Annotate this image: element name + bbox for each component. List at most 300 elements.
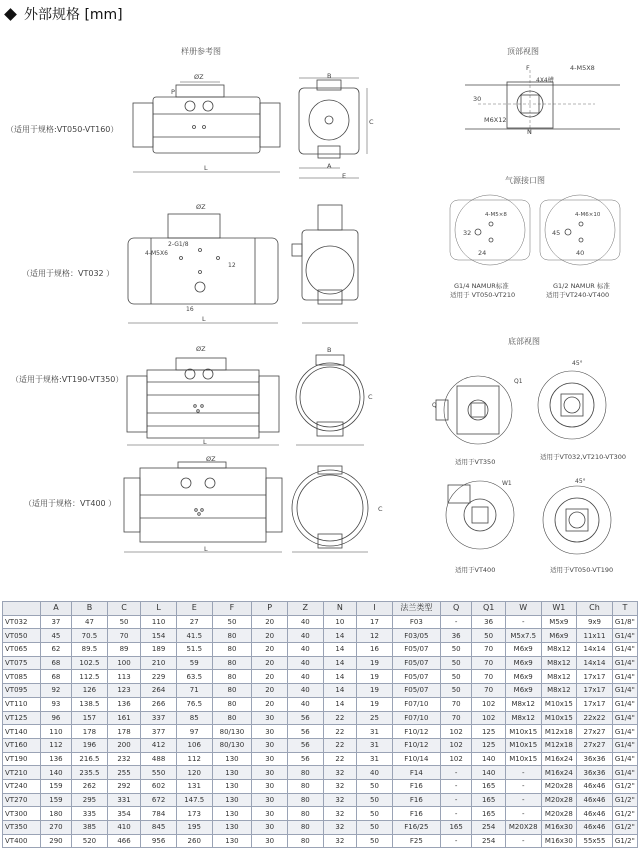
table-cell: 354 (107, 807, 141, 821)
table-cell: - (505, 793, 541, 807)
dim-32: 32 (463, 229, 472, 237)
table-cell: 40 (287, 697, 323, 711)
table-cell: 80 (212, 656, 252, 670)
table-cell: 56 (287, 752, 323, 766)
table-cell: 25 (357, 711, 393, 725)
table-cell: VT400 (3, 834, 41, 848)
table-cell: VT140 (3, 725, 41, 739)
table-cell: G1/2" (612, 834, 637, 848)
bottom-view-3 (446, 481, 514, 549)
table-cell: 14 (323, 697, 357, 711)
table-cell: 17 (357, 615, 393, 629)
table-cell: M8x12 (541, 643, 577, 657)
table-row (3, 615, 638, 629)
port1-caption-1: G1/4 NAMUR标准 (454, 282, 509, 290)
table-cell: 56 (287, 711, 323, 725)
table-cell: 50 (440, 684, 471, 698)
table-cell: 266 (141, 697, 177, 711)
fit-caption-4: （适用于规格：VT400 ） (24, 499, 117, 508)
table-cell: 147.5 (176, 793, 212, 807)
dim-oz-3: ØZ (196, 345, 206, 353)
table-cell: 80/130 (212, 725, 252, 739)
table-cell: 80 (212, 670, 252, 684)
column-header: W1 (541, 602, 577, 616)
table-header-row (3, 602, 638, 616)
table-cell: 102 (440, 738, 471, 752)
table-cell: 70 (472, 656, 506, 670)
table-cell: 93 (40, 697, 71, 711)
table-cell: 17x17 (577, 697, 613, 711)
table-cell: M16x30 (541, 821, 577, 835)
table-cell: 165 (440, 821, 471, 835)
table-cell: 50 (357, 807, 393, 821)
table-cell: 55x55 (577, 834, 613, 848)
dim-e-1: E (342, 172, 347, 180)
table-cell: 76.5 (176, 697, 212, 711)
table-cell: M10x15 (505, 725, 541, 739)
table-cell: F10/14 (392, 752, 440, 766)
table-cell: 189 (141, 643, 177, 657)
port1-caption-2: 适用于 VT050-VT210 (450, 291, 516, 299)
table-cell: 19 (357, 670, 393, 684)
table-cell: 130 (212, 793, 252, 807)
table-cell: VT095 (3, 684, 41, 698)
spec-table-container (2, 601, 638, 848)
table-cell: F16 (392, 793, 440, 807)
table-cell: VT110 (3, 697, 41, 711)
table-cell: 14 (323, 643, 357, 657)
table-cell: 235.5 (72, 766, 108, 780)
table-cell: 46x46 (577, 793, 613, 807)
table-cell: 89.5 (72, 643, 108, 657)
table-cell: 32 (323, 779, 357, 793)
table-cell: 40 (287, 615, 323, 629)
table-cell: 956 (141, 834, 177, 848)
table-cell: 130 (212, 752, 252, 766)
table-cell: M16x24 (541, 752, 577, 766)
table-row (3, 821, 638, 835)
table-cell: 113 (107, 670, 141, 684)
table-cell: M5x7.5 (505, 629, 541, 643)
table-cell: 165 (472, 779, 506, 793)
table-cell: VT350 (3, 821, 41, 835)
dim-c-4: C (378, 505, 383, 513)
table-cell: 130 (212, 766, 252, 780)
table-cell: 70 (472, 643, 506, 657)
table-cell: 130 (212, 834, 252, 848)
table-cell: 30 (252, 779, 288, 793)
table-cell: 22 (323, 725, 357, 739)
table-cell: 27 (176, 615, 212, 629)
dim-45deg-2: 45° (575, 478, 586, 485)
table-cell: 80 (287, 766, 323, 780)
table-cell: 32 (323, 766, 357, 780)
column-header: A (40, 602, 71, 616)
front-view-1 (133, 82, 280, 172)
table-cell: 20 (252, 643, 288, 657)
table-cell: 30 (252, 738, 288, 752)
table-cell: 80 (287, 807, 323, 821)
dim-q1: Q1 (514, 378, 523, 385)
fit-caption-3: （适用于规格:VT190-VT350） (11, 375, 124, 384)
table-cell: M20x28 (541, 793, 577, 807)
table-cell: M8x12 (541, 670, 577, 684)
table-cell: VT300 (3, 807, 41, 821)
column-header: Q1 (472, 602, 506, 616)
table-cell: 102 (472, 697, 506, 711)
table-cell: 31 (357, 725, 393, 739)
table-cell: VT270 (3, 793, 41, 807)
dim-l-1: L (204, 164, 208, 172)
table-cell: G1/4" (612, 752, 637, 766)
dim-l-2: L (202, 315, 206, 323)
table-cell: - (440, 779, 471, 793)
table-cell: 70 (107, 629, 141, 643)
table-row (3, 779, 638, 793)
table-cell: G1/4" (612, 697, 637, 711)
column-header: Q (440, 602, 471, 616)
table-cell: 845 (141, 821, 177, 835)
table-cell: 70.5 (72, 629, 108, 643)
table-cell: VT065 (3, 643, 41, 657)
table-cell: 14 (323, 656, 357, 670)
table-cell: 112.5 (72, 670, 108, 684)
table-cell: 264 (141, 684, 177, 698)
table-row (3, 670, 638, 684)
column-header: W (505, 602, 541, 616)
table-cell: 30 (252, 793, 288, 807)
dim-l-4: L (204, 545, 208, 553)
dim-m5x8b: 4-M5×8 (485, 212, 507, 218)
column-header: F (212, 602, 252, 616)
table-cell: F03 (392, 615, 440, 629)
table-row (3, 697, 638, 711)
front-view-2 (128, 214, 278, 323)
table-cell: 80 (212, 684, 252, 698)
table-cell: M12x18 (541, 738, 577, 752)
table-cell: M10x15 (505, 752, 541, 766)
table-cell: 59 (176, 656, 212, 670)
table-cell: 20 (252, 697, 288, 711)
table-cell: 31 (357, 738, 393, 752)
table-cell: 232 (107, 752, 141, 766)
table-cell: VT085 (3, 670, 41, 684)
table-cell: 32 (323, 793, 357, 807)
table-cell: 377 (141, 725, 177, 739)
table-cell: M12x18 (541, 725, 577, 739)
table-cell: M8x12 (505, 697, 541, 711)
dim-m5x6: 4-M5X6 (145, 250, 168, 257)
table-cell: 40 (287, 670, 323, 684)
table-cell: 159 (40, 793, 71, 807)
table-cell: 154 (141, 629, 177, 643)
table-cell: 22x22 (577, 711, 613, 725)
table-cell: 22 (323, 711, 357, 725)
table-cell: 672 (141, 793, 177, 807)
table-cell: 50 (212, 615, 252, 629)
table-cell: - (440, 793, 471, 807)
dim-n: N (527, 128, 532, 136)
table-cell: 123 (107, 684, 141, 698)
table-cell: G1/4" (612, 684, 637, 698)
air-port-1 (450, 195, 530, 265)
table-cell: 80 (212, 697, 252, 711)
table-cell: - (440, 834, 471, 848)
table-cell: 50 (357, 821, 393, 835)
table-cell: 80 (212, 643, 252, 657)
table-cell: 70 (472, 684, 506, 698)
table-cell: 9x9 (577, 615, 613, 629)
table-cell: 412 (141, 738, 177, 752)
table-cell: 130 (212, 779, 252, 793)
dim-45deg: 45° (572, 360, 583, 367)
table-cell: 466 (107, 834, 141, 848)
table-cell: 126 (72, 684, 108, 698)
table-cell: 140 (472, 766, 506, 780)
table-cell: 70 (440, 697, 471, 711)
table-cell: 50 (357, 779, 393, 793)
table-cell: 216.5 (72, 752, 108, 766)
table-cell: 100 (107, 656, 141, 670)
table-cell: M16x30 (541, 834, 577, 848)
column-header: Ch (577, 602, 613, 616)
table-cell: 63.5 (176, 670, 212, 684)
table-cell: F14 (392, 766, 440, 780)
table-row (3, 656, 638, 670)
table-cell: 120 (176, 766, 212, 780)
table-cell: 195 (176, 821, 212, 835)
table-cell: F05/07 (392, 656, 440, 670)
bottom3-caption: 适用于VT400 (455, 566, 496, 574)
table-cell: 27x27 (577, 738, 613, 752)
table-cell: VT075 (3, 656, 41, 670)
table-cell: 46x46 (577, 807, 613, 821)
column-header: 法兰类型 (392, 602, 440, 616)
table-cell: M8x12 (541, 684, 577, 698)
table-cell: 290 (40, 834, 71, 848)
table-row (3, 629, 638, 643)
table-cell: - (505, 834, 541, 848)
table-cell: 12 (357, 629, 393, 643)
column-header: Z (287, 602, 323, 616)
table-cell: M16x24 (541, 766, 577, 780)
table-cell: 56 (287, 738, 323, 752)
table-cell: 125 (472, 725, 506, 739)
table-cell: 106 (176, 738, 212, 752)
table-cell: 255 (107, 766, 141, 780)
table-cell: 11x11 (577, 629, 613, 643)
table-cell: 80 (287, 793, 323, 807)
table-cell: 92 (40, 684, 71, 698)
front-view-4 (124, 462, 282, 552)
dim-sq4x4: 4X4槽 (536, 77, 554, 84)
table-cell: 36 (472, 615, 506, 629)
table-cell: F10/12 (392, 725, 440, 739)
front-view-3 (127, 358, 279, 445)
table-cell: 165 (472, 793, 506, 807)
column-header: B (72, 602, 108, 616)
table-cell: 30 (252, 752, 288, 766)
table-cell: G1/4" (612, 670, 637, 684)
bottom2-caption: 适用于VT032,VT210-VT300 (540, 453, 627, 461)
table-cell: 165 (472, 807, 506, 821)
table-cell: M5x9 (541, 615, 577, 629)
table-cell: 20 (252, 629, 288, 643)
table-cell: 159 (40, 779, 71, 793)
bottom-view-2 (538, 371, 606, 439)
table-cell: VT032 (3, 615, 41, 629)
table-cell: 37 (40, 615, 71, 629)
table-cell: 30 (252, 807, 288, 821)
table-cell: M6x9 (505, 670, 541, 684)
table-cell: 130 (212, 807, 252, 821)
table-cell: 161 (107, 711, 141, 725)
table-cell: 71 (176, 684, 212, 698)
table-cell: 130 (212, 821, 252, 835)
table-cell: G1/4" (612, 629, 637, 643)
table-cell: 85 (176, 711, 212, 725)
spec-table (2, 601, 638, 848)
table-cell: 89 (107, 643, 141, 657)
table-row (3, 752, 638, 766)
table-cell: 410 (107, 821, 141, 835)
dim-24: 24 (478, 249, 487, 257)
port2-caption-2: 适用于VT240-VT400 (546, 291, 610, 299)
dim-b-3: B (327, 346, 332, 354)
dim-a-1: A (327, 162, 332, 170)
dim-45: 45 (552, 229, 561, 237)
table-cell: 50 (357, 793, 393, 807)
table-cell: G1/4" (612, 738, 637, 752)
table-cell: 14 (323, 684, 357, 698)
table-cell: 254 (472, 834, 506, 848)
table-cell: 262 (72, 779, 108, 793)
column-header: P (252, 602, 288, 616)
table-cell: 385 (72, 821, 108, 835)
table-cell: VT190 (3, 752, 41, 766)
table-cell: F03/05 (392, 629, 440, 643)
heading-text: 外部规格 [mm] (24, 7, 123, 23)
table-cell: F05/07 (392, 643, 440, 657)
table-cell: - (505, 615, 541, 629)
table-cell: 178 (72, 725, 108, 739)
table-cell: VT125 (3, 711, 41, 725)
table-cell: 41.5 (176, 629, 212, 643)
table-cell: G1/2" (612, 821, 637, 835)
bottom4-caption: 适用于VT050-VT190 (550, 566, 614, 574)
table-cell: 20 (252, 656, 288, 670)
table-cell: 32 (323, 821, 357, 835)
table-cell: 270 (40, 821, 71, 835)
table-cell: 131 (176, 779, 212, 793)
table-cell: 30 (252, 834, 288, 848)
table-cell: 488 (141, 752, 177, 766)
dim-12: 12 (228, 262, 236, 269)
table-cell: G1/2" (612, 807, 637, 821)
table-cell: 68 (40, 656, 71, 670)
table-cell: G1/2" (612, 779, 637, 793)
table-body (3, 615, 638, 848)
table-cell: 50 (440, 643, 471, 657)
table-cell: M10x15 (541, 711, 577, 725)
dim-b-1: B (327, 72, 332, 80)
table-cell: 331 (107, 793, 141, 807)
table-cell: F16 (392, 779, 440, 793)
column-header: I (357, 602, 393, 616)
table-cell: 254 (472, 821, 506, 835)
table-cell: 16 (357, 643, 393, 657)
bottom-view-caption: 底部视图 (508, 337, 540, 346)
table-cell: 50 (107, 615, 141, 629)
column-header: C (107, 602, 141, 616)
table-cell: 80 (212, 629, 252, 643)
table-cell: 19 (357, 684, 393, 698)
table-cell: 97 (176, 725, 212, 739)
table-cell: 180 (40, 807, 71, 821)
table-cell: 30 (252, 711, 288, 725)
table-cell: 22 (323, 752, 357, 766)
table-cell: 335 (72, 807, 108, 821)
port2-caption-1: G1/2 NAMUR 标准 (553, 282, 610, 290)
dim-p-1: P (171, 88, 175, 96)
column-header: E (176, 602, 212, 616)
table-cell: 14x14 (577, 643, 613, 657)
table-cell: 32 (323, 834, 357, 848)
table-cell: 295 (72, 793, 108, 807)
dim-oz-1: ØZ (194, 73, 204, 81)
table-cell: M10x15 (541, 697, 577, 711)
table-cell: 102 (472, 711, 506, 725)
table-cell: 17x17 (577, 670, 613, 684)
bottom-view-4 (543, 486, 611, 554)
table-cell: 20 (252, 615, 288, 629)
table-cell: 70 (440, 711, 471, 725)
table-cell: 784 (141, 807, 177, 821)
dim-oz-4: ØZ (206, 455, 216, 463)
table-cell: 138.5 (72, 697, 108, 711)
table-cell: F16/25 (392, 821, 440, 835)
table-row (3, 834, 638, 848)
table-cell: G1/4" (612, 725, 637, 739)
table-cell: 19 (357, 656, 393, 670)
table-cell: 68 (40, 670, 71, 684)
table-cell: F05/07 (392, 670, 440, 684)
table-cell: 40 (287, 629, 323, 643)
table-cell: 80 (287, 834, 323, 848)
table-cell: 110 (141, 615, 177, 629)
table-cell: 112 (176, 752, 212, 766)
dim-m6x10: 4-M6×10 (575, 212, 601, 218)
table-cell: 14 (323, 629, 357, 643)
side-view-3 (296, 355, 364, 445)
table-cell: 200 (107, 738, 141, 752)
table-cell: M6x9 (505, 684, 541, 698)
table-cell: 32 (323, 807, 357, 821)
dim-m6x12: M6X12 (484, 116, 507, 124)
table-cell: 31 (357, 752, 393, 766)
table-row (3, 738, 638, 752)
table-cell: 229 (141, 670, 177, 684)
fit-caption-2: （适用于规格：VT032 ） (22, 269, 115, 278)
table-cell: 136 (40, 752, 71, 766)
table-cell: 22 (323, 738, 357, 752)
table-cell: F07/10 (392, 697, 440, 711)
table-cell: F10/12 (392, 738, 440, 752)
table-cell: 110 (40, 725, 71, 739)
table-cell: F07/10 (392, 711, 440, 725)
table-cell: F25 (392, 834, 440, 848)
side-view-4 (292, 466, 368, 552)
